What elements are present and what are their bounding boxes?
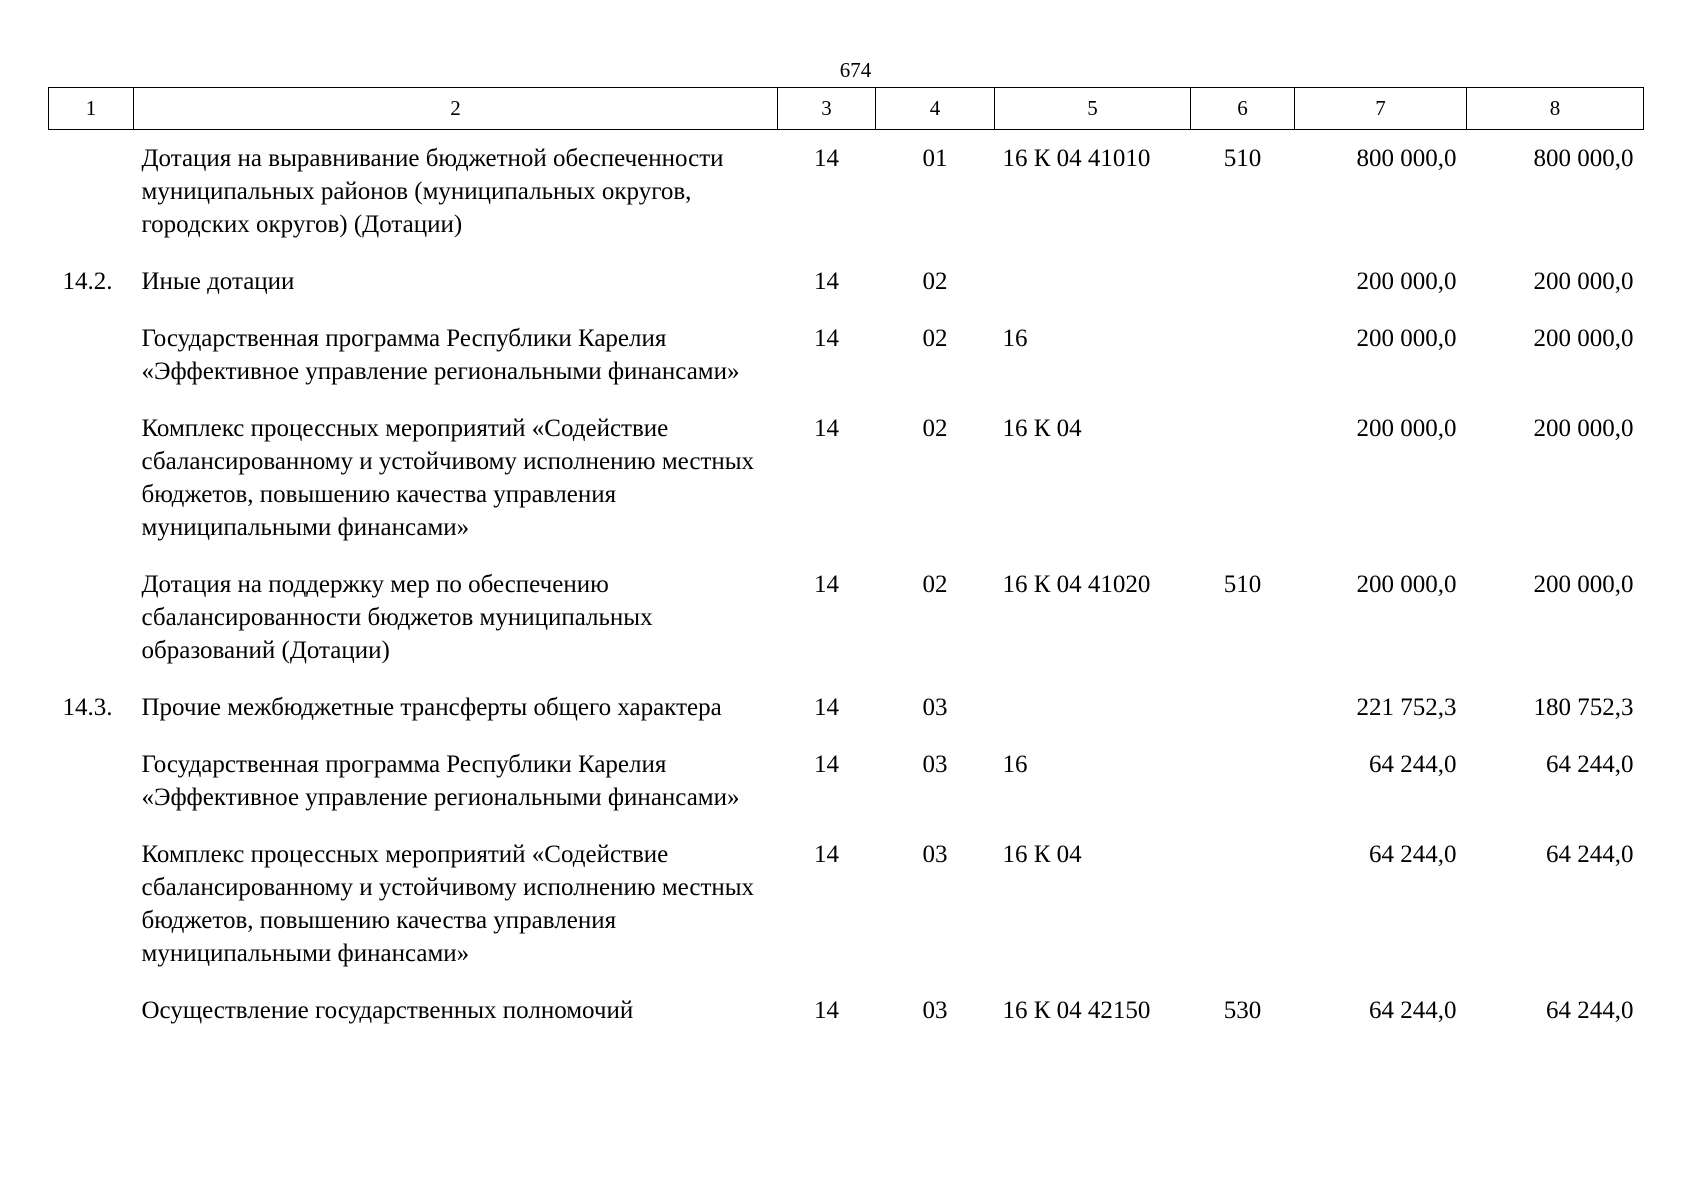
row-name-cell: Государственная программа Республики Карелия «Эффективное управление региональными финансами» xyxy=(141,751,740,811)
header-cell-8: 8 xyxy=(1467,88,1644,130)
row-number-cell: 14.3. xyxy=(62,694,113,721)
header-cell-1: 1 xyxy=(49,88,134,130)
row-target-article-cell: 16 К 04 41020 xyxy=(1002,571,1151,598)
row-expense-type-cell xyxy=(1191,253,1295,310)
header-cell-4: 4 xyxy=(876,88,995,130)
row-target-article-cell: 16 К 04 xyxy=(1002,841,1082,868)
row-target-article-cell: 16 К 04 41010 xyxy=(1002,145,1151,172)
row-section-cell: 14 xyxy=(814,145,839,172)
row-amount-col8-cell: 200 000,0 xyxy=(1533,325,1634,352)
row-name-cell: Дотация на поддержку мер по обеспечению сбалансированности бюджетов муниципальных образований (Дотации) xyxy=(141,571,653,664)
row-name-cell: Государственная программа Республики Карелия «Эффективное управление региональными финансами» xyxy=(141,325,740,385)
row-target-article-cell: 16 xyxy=(1002,751,1028,778)
row-subsection-cell: 02 xyxy=(922,325,948,352)
row-section-cell: 14 xyxy=(814,415,839,442)
row-subsection-cell: 02 xyxy=(922,415,948,442)
row-subsection-cell: 03 xyxy=(922,997,948,1024)
row-name-cell: Дотация на выравнивание бюджетной обеспеченности муниципальных районов (муниципальных округов, городских округов) (Дотации) xyxy=(141,145,724,238)
table-row xyxy=(49,982,1644,1039)
row-amount-col7-cell: 200 000,0 xyxy=(1356,571,1457,598)
row-amount-col8-cell: 800 000,0 xyxy=(1533,145,1634,172)
row-target-article-cell xyxy=(995,253,1191,310)
row-section-cell: 14 xyxy=(814,268,839,295)
row-amount-col8-cell: 64 244,0 xyxy=(1546,751,1634,778)
row-subsection-cell: 02 xyxy=(922,268,948,295)
row-amount-col8-cell: 200 000,0 xyxy=(1533,571,1634,598)
row-target-article-cell: 16 xyxy=(1002,325,1028,352)
row-name-cell: Прочие межбюджетные трансферты общего характера xyxy=(141,694,722,721)
row-amount-col7-cell: 64 244,0 xyxy=(1369,997,1457,1024)
row-expense-type-cell: 530 xyxy=(1223,997,1262,1024)
row-target-article-cell: 16 К 04 xyxy=(1002,415,1082,442)
row-section-cell: 14 xyxy=(814,694,839,721)
row-expense-type-cell xyxy=(1191,400,1295,556)
row-number-cell xyxy=(49,130,134,254)
row-name-cell: Иные дотации xyxy=(141,268,295,295)
row-subsection-cell: 03 xyxy=(922,841,948,868)
row-amount-col7-cell: 64 244,0 xyxy=(1369,841,1457,868)
header-row xyxy=(49,88,1644,130)
row-number-cell xyxy=(49,556,134,679)
page-number: 674 xyxy=(839,58,872,82)
table-row xyxy=(49,130,1644,254)
row-number-cell xyxy=(49,982,134,1039)
row-name-cell: Осуществление государственных полномочий xyxy=(141,997,634,1024)
table-row xyxy=(49,400,1644,556)
row-amount-col7-cell: 200 000,0 xyxy=(1356,268,1457,295)
row-amount-col8-cell: 180 752,3 xyxy=(1533,694,1634,721)
row-amount-col7-cell: 221 752,3 xyxy=(1356,694,1457,721)
row-number-cell xyxy=(49,310,134,400)
row-section-cell: 14 xyxy=(814,751,839,778)
table-row xyxy=(49,556,1644,679)
row-section-cell: 14 xyxy=(814,325,839,352)
row-expense-type-cell xyxy=(1191,736,1295,826)
row-amount-col8-cell: 64 244,0 xyxy=(1546,997,1634,1024)
row-section-cell: 14 xyxy=(814,841,839,868)
table-row xyxy=(49,253,1644,310)
row-expense-type-cell: 510 xyxy=(1223,571,1262,598)
row-subsection-cell: 03 xyxy=(922,694,948,721)
table-row xyxy=(49,826,1644,982)
row-expense-type-cell xyxy=(1191,679,1295,736)
row-expense-type-cell xyxy=(1191,310,1295,400)
table-row xyxy=(49,736,1644,826)
header-cell-5: 5 xyxy=(995,88,1191,130)
budget-table xyxy=(48,87,1644,1039)
row-target-article-cell: 16 К 04 42150 xyxy=(1002,997,1151,1024)
header-cell-7: 7 xyxy=(1295,88,1467,130)
row-number-cell: 14.2. xyxy=(62,268,113,295)
row-amount-col7-cell: 64 244,0 xyxy=(1369,751,1457,778)
row-amount-col7-cell: 800 000,0 xyxy=(1356,145,1457,172)
row-number-cell xyxy=(49,736,134,826)
row-section-cell: 14 xyxy=(814,571,839,598)
row-section-cell: 14 xyxy=(814,997,839,1024)
row-number-cell xyxy=(49,826,134,982)
row-amount-col8-cell: 200 000,0 xyxy=(1533,268,1634,295)
row-amount-col7-cell: 200 000,0 xyxy=(1356,415,1457,442)
row-expense-type-cell: 510 xyxy=(1223,145,1262,172)
row-target-article-cell xyxy=(995,679,1191,736)
row-name-cell: Комплекс процессных мероприятий «Содействие сбалансированному и устойчивому исполнению местных бюджетов, повышению качества управления муниципальными финансами» xyxy=(141,415,755,541)
row-amount-col8-cell: 200 000,0 xyxy=(1533,415,1634,442)
row-subsection-cell: 01 xyxy=(922,145,948,172)
header-cell-3: 3 xyxy=(778,88,876,130)
row-name-cell: Комплекс процессных мероприятий «Содействие сбалансированному и устойчивому исполнению местных бюджетов, повышению качества управления муниципальными финансами» xyxy=(141,841,755,967)
header-cell-2: 2 xyxy=(134,88,778,130)
row-amount-col8-cell: 64 244,0 xyxy=(1546,841,1634,868)
table-row xyxy=(49,679,1644,736)
row-subsection-cell: 02 xyxy=(922,571,948,598)
row-amount-col7-cell: 200 000,0 xyxy=(1356,325,1457,352)
row-number-cell xyxy=(49,400,134,556)
header-cell-6: 6 xyxy=(1191,88,1295,130)
row-subsection-cell: 03 xyxy=(922,751,948,778)
table-row xyxy=(49,310,1644,400)
row-expense-type-cell xyxy=(1191,826,1295,982)
